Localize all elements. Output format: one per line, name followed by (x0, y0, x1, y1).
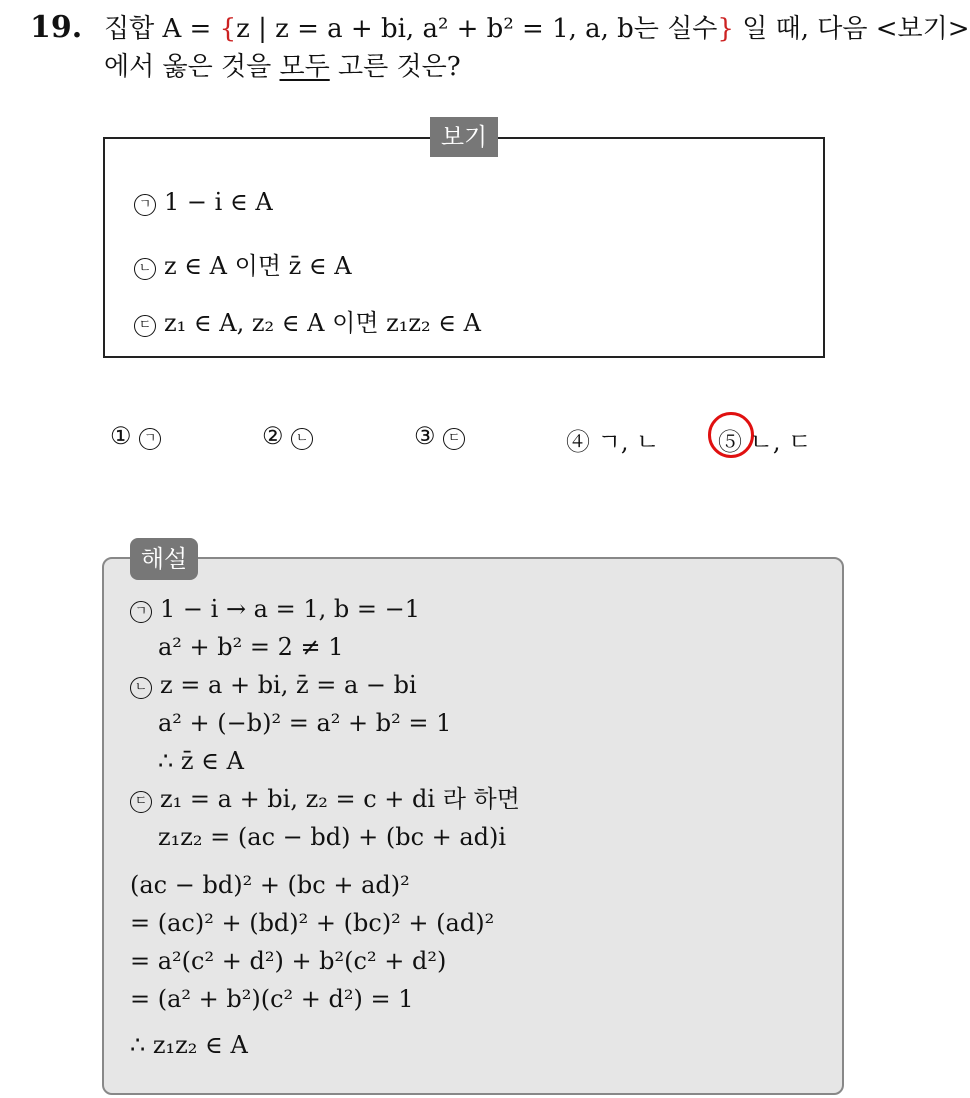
solution-line-9: = (ac)² + (bd)² + (bc)² + (ad)² (130, 909, 495, 937)
marker-giyeok-icon: ㄱ (134, 194, 156, 216)
solution-line-7: z₁z₂ = (ac − bd) + (bc + ad)i (158, 823, 507, 851)
marker-digeut-icon: ㄷ (443, 428, 465, 450)
solution-line-8: (ac − bd)² + (bc + ad)² (130, 871, 410, 899)
question-line-2 (104, 50, 461, 84)
question-line-1-suffix: 일 때, 다음 <보기> (733, 14, 970, 44)
solution-line-2: a² + b² = 2 ≠ 1 (158, 633, 344, 661)
choice-number: ③ (414, 422, 436, 450)
marker-nieun-icon: ㄴ (130, 677, 152, 699)
choice-label: ㄱ, ㄴ (597, 428, 660, 456)
set-close-brace: } (717, 14, 734, 44)
set-open-brace: { (219, 14, 237, 44)
choice-number: ④ (566, 428, 590, 456)
choice-2[interactable] (262, 422, 321, 450)
choice-number: ② (262, 422, 284, 450)
bogi-item-1 (134, 188, 273, 216)
set-definition: z | z = a + bi, a² + b² = 1, a, b는 실수 (236, 14, 718, 44)
solution-text: z₁ = a + bi, z₂ = c + di 라 하면 (160, 785, 520, 813)
question-number: 19. (30, 10, 83, 45)
solution-line-10: = a²(c² + d²) + b²(c² + d²) (130, 947, 447, 975)
choice-1[interactable] (110, 422, 169, 450)
choice-3[interactable] (414, 422, 473, 450)
choice-label: ㄴ, ㄷ (749, 428, 812, 456)
solution-line-6 (130, 784, 520, 814)
bogi-label: 보기 (430, 117, 498, 157)
solution-line-4: a² + (−b)² = a² + b² = 1 (158, 709, 452, 737)
solution-line-1 (130, 594, 420, 624)
solution-line-5: ∴ z̄ ∈ A (158, 747, 244, 775)
bogi-item-3 (134, 303, 481, 338)
question-line-2-prefix: 에서 옳은 것을 (104, 52, 280, 82)
question-line-1 (104, 12, 970, 46)
choice-number: ⑤ (718, 428, 742, 456)
underlined-word: 모두 (279, 52, 330, 82)
solution-line-3 (130, 670, 417, 700)
marker-digeut-icon: ㄷ (134, 315, 156, 337)
solution-text: z = a + bi, z̄ = a − bi (160, 671, 417, 699)
choice-number: ① (110, 422, 132, 450)
marker-digeut-icon: ㄷ (130, 791, 152, 813)
solution-label: 해설 (130, 538, 198, 580)
marker-nieun-icon: ㄴ (291, 428, 313, 450)
bogi-item-text: z₁ ∈ A, z₂ ∈ A 이면 z₁z₂ ∈ A (164, 309, 482, 337)
solution-line-12: ∴ z₁z₂ ∈ A (130, 1031, 248, 1059)
bogi-item-text: 1 − i ∈ A (164, 188, 273, 216)
bogi-item-2 (134, 246, 352, 281)
choice-5[interactable] (718, 422, 811, 457)
marker-giyeok-icon: ㄱ (130, 601, 152, 623)
marker-giyeok-icon: ㄱ (139, 428, 161, 450)
solution-text: 1 − i → a = 1, b = −1 (160, 595, 420, 623)
marker-nieun-icon: ㄴ (134, 258, 156, 280)
solution-line-11: = (a² + b²)(c² + d²) = 1 (130, 985, 414, 1013)
bogi-item-text: z ∈ A 이면 z̄ ∈ A (164, 252, 352, 280)
question-line-1-prefix: 집합 A = (104, 14, 220, 44)
choice-4[interactable] (566, 422, 659, 457)
question-line-2-suffix: 고른 것은? (329, 52, 461, 82)
